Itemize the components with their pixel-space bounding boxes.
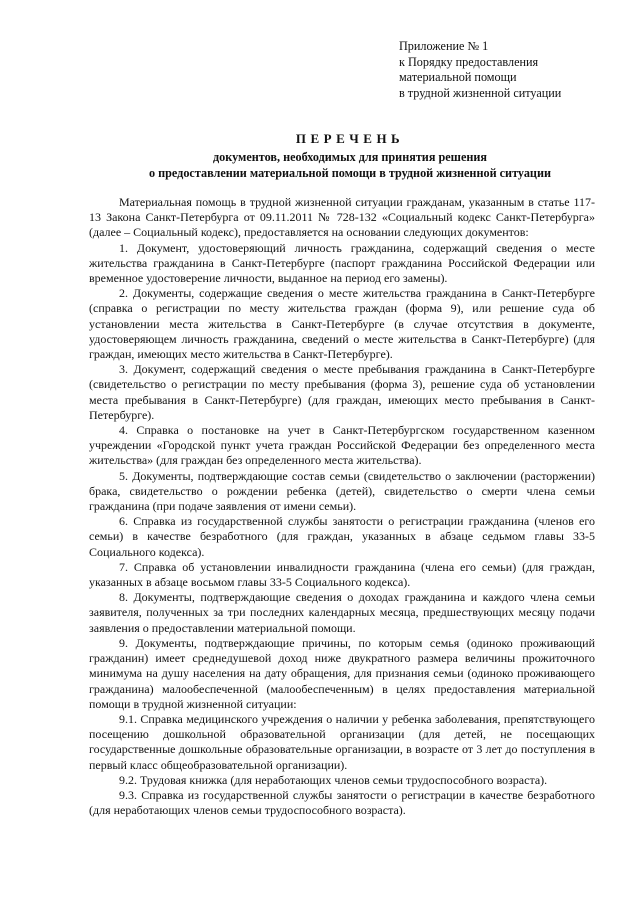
annex-header [399,39,619,101]
paragraph-item-9-3: 9.3. Справка из государственной службы занятости о регистрации в качестве безработного (для неработающих членов семьи трудоспособного возраста). [89,787,595,818]
annex-line: в трудной жизненной ситуации [399,85,562,100]
annex-line: к Порядку предоставления [399,54,539,69]
paragraph-item-9-1: 9.1. Справка медицинского учреждения о наличии у ребенка заболевания, препятствующего посещению дошкольной образовательной организации (для детей, не посещающих государственные дошкольные образовательные организации, в возрасте от 3 лет до поступления в первый класс общеобразовательной организации). [89,711,595,772]
annex-line: материальной помощи [399,70,517,84]
paragraph-item-1: 1. Документ, удостоверяющий личность гражданина, содержащий сведения о месте жительства гражданина в Санкт-Петербурге (паспорт гражданина Российской Федерации или временное удостоверение личности, выданное на период его замены). [89,240,595,286]
paragraph-item-2: 2. Документы, содержащие сведения о месте жительства гражданина в Санкт-Петербурге (справка о регистрации по месту жительства граждан (форма 9), или решение суда об установлении места жительства в Санкт-Петербурге (в случае отсутствия в документе, удостоверяющем личность гражданина, сведений о месте жительства в Санкт-Петербурге) (для граждан, имеющих место жительства в Санкт-Петербурге). [89,286,595,362]
document-subtitle [60,150,640,181]
document-body [89,195,595,818]
paragraph-item-6: 6. Справка из государственной службы занятости о регистрации гражданина (членов его семьи) в качестве безработного (для граждан, указанных в абзаце седьмом главы 33-5 Социального кодекса). [89,514,595,559]
paragraph-item-5: 5. Документы, подтверждающие состав семьи (свидетельство о заключении (расторжении) брака, свидетельство о рождении ребенка (детей), свидетельство о смерти члена семьи гражданина (при подаче заявления от имени семьи). [89,468,595,514]
paragraph-item-8: 8. Документы, подтверждающие сведения о доходах гражданина и каждого члена семьи заявителя, полученных за три последних календарных месяца, предшествующих месяцу подачи заявления о предоставлении материальной помощи. [89,590,595,635]
document-title: ПЕРЕЧЕНЬ [295,131,405,146]
paragraph-item-4: 4. Справка о постановке на учет в Санкт-Петербургском государственном казенном учреждении «Городской пункт учета граждан Российской Федерации без определенного места жительства» (для граждан без определенного места жительства). [89,423,595,468]
subtitle-line: о предоставлении материальной помощи в трудной жизненной ситуации [148,165,551,180]
paragraph-item-9-2: 9.2. Трудовая книжка (для неработающих членов семьи трудоспособного возраста). [119,772,548,787]
annex-line: Приложение № 1 [399,39,489,53]
subtitle-line: документов, необходимых для принятия решения [213,150,487,164]
paragraph-intro: Материальная помощь в трудной жизненной ситуации гражданам, указанным в статье 117-13 Закона Санкт-Петербурга от 09.11.2011 № 728-132 «Социальный кодекс Санкт-Петербурга» (далее – Социальный кодекс), предоставляется на основании следующих документов: [89,195,595,240]
paragraph-item-9: 9. Документы, подтверждающие причины, по которым семья (одиноко проживающий гражданин) имеет среднедушевой доход ниже двукратного размера величины прожиточного минимума на душу населения на дату обращения, для признания семьи (одиноко проживающего гражданина) малообеспеченной (малообеспеченным) в целях предоставления материальной помощи в трудной жизненной ситуации: [89,635,595,711]
paragraph-item-7: 7. Справка об установлении инвалидности гражданина (члена его семьи) (для граждан, указанных в абзаце восьмом главы 33-5 Социального кодекса). [89,559,595,590]
paragraph-item-3: 3. Документ, содержащий сведения о месте пребывания гражданина в Санкт-Петербурге (свидетельство о регистрации по месту пребывания (форма 3), решение суда об установлении места пребывания в Санкт-Петербурге) (для граждан, имеющих место пребывания в Санкт-Петербурге). [89,362,595,422]
